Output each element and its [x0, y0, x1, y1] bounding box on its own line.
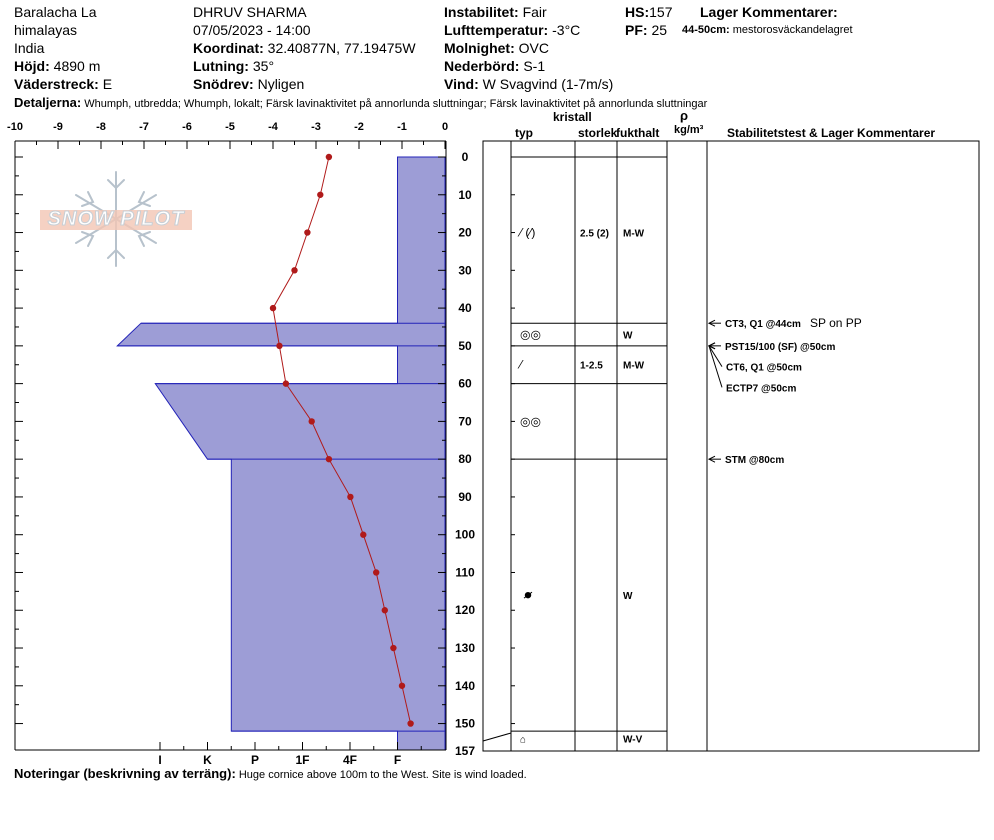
- table-border: [483, 141, 979, 751]
- wind-value: W Svagvind (1-7m/s): [482, 76, 614, 92]
- notes-text: Huge cornice above 100m to the West. Site is wind loaded.: [238, 769, 527, 781]
- moisture-value: W: [623, 330, 633, 342]
- observer: DHRUV SHARMA: [193, 4, 307, 20]
- layer-comment-text: mestorosväckandelagret: [732, 24, 853, 36]
- grain-type-symbol: ⁄: [520, 357, 523, 372]
- header-type: typ: [515, 126, 533, 140]
- depth-tick-label: 70: [458, 414, 472, 429]
- hardness-tick-label: F: [393, 753, 402, 767]
- temp-tick-label: -3: [311, 121, 321, 133]
- instability-value: Fair: [522, 4, 547, 20]
- moisture-value: W-V: [623, 734, 643, 746]
- temperature-point: [360, 532, 366, 538]
- header-stability: Stabilitetstest & Lager Kommentarer: [727, 126, 936, 140]
- temperature-point: [304, 229, 310, 235]
- depth-tick-label: 90: [458, 489, 472, 504]
- depth-tick-label: 120: [454, 603, 476, 618]
- slope-value: 35°: [252, 58, 275, 74]
- depth-tick-label: 60: [458, 376, 472, 391]
- details-text: Whumph, utbredda; Whumph, lokalt; Färsk lavinaktivitet på annorlunda sluttningar; Färsk lavinaktivitet på annorlunda sluttningar: [84, 98, 708, 110]
- hardness-tick-label: K: [203, 753, 212, 767]
- pf-value: 25: [651, 22, 668, 38]
- wind-loading-label: Snödrev:: [193, 76, 254, 92]
- depth-tick-label: 150: [454, 716, 476, 731]
- crystal-size: 2.5 (2): [580, 228, 609, 240]
- depth-tick-label: 20: [458, 225, 472, 240]
- moisture-value: M-W: [623, 228, 645, 240]
- crystal-size: 1-2.5: [580, 360, 603, 372]
- temperature-point: [317, 192, 323, 198]
- test-extra: SP on PP: [810, 316, 862, 331]
- moisture-value: W: [623, 591, 633, 603]
- test-label: ECTP7 @50cm: [726, 383, 797, 395]
- temperature-point: [390, 645, 396, 651]
- header-crystal: kristall: [553, 110, 592, 124]
- temperature-axis: [7, 121, 448, 149]
- temp-tick-label: -6: [182, 121, 192, 133]
- test-leader-line: [709, 346, 722, 367]
- grain-type-symbol: ⁄ (⁄): [520, 225, 536, 240]
- coord-value: 32.40877N, 77.19475W: [267, 40, 416, 56]
- temperature-point: [283, 380, 289, 386]
- header-density-unit: kg/m³: [674, 124, 704, 136]
- hardness-tick-label: 1F: [295, 753, 310, 767]
- datetime: 07/05/2023 - 14:00: [193, 22, 311, 38]
- country: India: [14, 40, 45, 56]
- grain-type-symbol: ◎◎: [520, 414, 541, 429]
- test-leader-line: [709, 346, 722, 388]
- elevation-value: 4890 m: [53, 58, 101, 74]
- temp-tick-label: -1: [397, 121, 407, 133]
- layer-table: [483, 141, 979, 751]
- temperature-point: [309, 418, 315, 424]
- temperature-point: [382, 607, 388, 613]
- temperature-point: [347, 494, 353, 500]
- instability-label: Instabilitet:: [444, 4, 519, 20]
- wind-loading-value: Nyligen: [257, 76, 305, 92]
- air-temp-label: Lufttemperatur:: [444, 22, 549, 38]
- test-label: CT6, Q1 @50cm: [726, 362, 802, 374]
- hs-value: 157: [649, 4, 673, 20]
- air-temp-value: -3°C: [552, 22, 581, 38]
- temperature-point: [373, 569, 379, 575]
- temp-tick-label: -9: [53, 121, 63, 133]
- grain-type-symbol: ◎◎: [520, 327, 541, 342]
- hardness-profile: [117, 157, 445, 750]
- notes: [14, 766, 527, 781]
- temp-tick-label: -5: [225, 121, 235, 133]
- watermark-text: SNOW PILOT: [47, 208, 185, 230]
- moisture-value: M-W: [623, 360, 645, 372]
- temperature-point: [326, 154, 332, 160]
- hardness-axis: [158, 742, 421, 767]
- aspect-value: E: [102, 76, 113, 92]
- layer-comments-label: Lager Kommentarer:: [700, 4, 838, 20]
- table-bottom-connector: [483, 733, 511, 741]
- hardness-tick-label: 4F: [342, 753, 358, 767]
- sky-value: OVC: [518, 40, 549, 56]
- test-label: STM @80cm: [725, 455, 785, 467]
- depth-tick-label: 10: [458, 187, 472, 202]
- notes-label: Noteringar (beskrivning av terräng):: [14, 766, 236, 781]
- wind-label: Vind:: [444, 76, 479, 92]
- depth-tick-label: 80: [458, 452, 472, 467]
- test-label: PST15/100 (SF) @50cm: [725, 341, 836, 353]
- elevation-label: Höjd:: [14, 58, 50, 74]
- precip-value: S-1: [523, 58, 546, 74]
- depth-tick-label: 0: [461, 150, 469, 164]
- depth-tick-label: 100: [454, 527, 476, 542]
- temp-tick-label: -8: [96, 121, 106, 133]
- depth-tick-label: 130: [454, 641, 476, 656]
- header-crystal-size: storlek: [578, 126, 618, 140]
- location-line2: himalayas: [14, 22, 78, 38]
- depth-tick-label: 30: [458, 263, 472, 278]
- depth-tick-label: 110: [455, 565, 475, 580]
- sky-label: Molnighet:: [444, 40, 515, 56]
- temperature-point: [276, 343, 282, 349]
- layer-comment-depth: 44-50cm:: [682, 24, 730, 36]
- aspect-label: Väderstreck:: [14, 76, 99, 92]
- pf-label: PF:: [625, 22, 648, 38]
- hardness-area: [117, 157, 445, 750]
- hardness-tick-label: I: [158, 753, 162, 767]
- hardness-tick-label: P: [250, 753, 260, 767]
- temperature-point: [291, 267, 297, 273]
- temp-tick-label: -4: [268, 121, 278, 133]
- hs-label: HS:: [625, 4, 650, 20]
- depth-tick-label: 140: [454, 678, 476, 693]
- details-label: Detaljerna:: [14, 95, 82, 110]
- location-line1: Baralacha La: [14, 4, 97, 20]
- depth-tick-label: 50: [458, 338, 472, 353]
- header-rho: ρ: [680, 108, 689, 123]
- temp-tick-label: -10: [7, 121, 23, 133]
- temperature-point: [270, 305, 276, 311]
- depth-tick-label: 40: [458, 301, 472, 316]
- temp-tick-label: -7: [139, 121, 149, 133]
- temperature-point: [407, 720, 413, 726]
- depth-bottom-label: 157: [454, 744, 476, 758]
- temperature-point: [399, 683, 405, 689]
- precip-label: Nederbörd:: [444, 58, 520, 74]
- temperature-point: [326, 456, 332, 462]
- test-label: CT3, Q1 @44cm: [725, 319, 801, 331]
- slope-label: Lutning:: [193, 58, 249, 74]
- temp-tick-label: -2: [354, 121, 364, 133]
- temp-tick-label: 0: [441, 121, 449, 133]
- header-moisture: fukthalt: [616, 126, 660, 140]
- coord-label: Koordinat:: [193, 40, 264, 56]
- grain-type-symbol: ⌂: [520, 734, 527, 746]
